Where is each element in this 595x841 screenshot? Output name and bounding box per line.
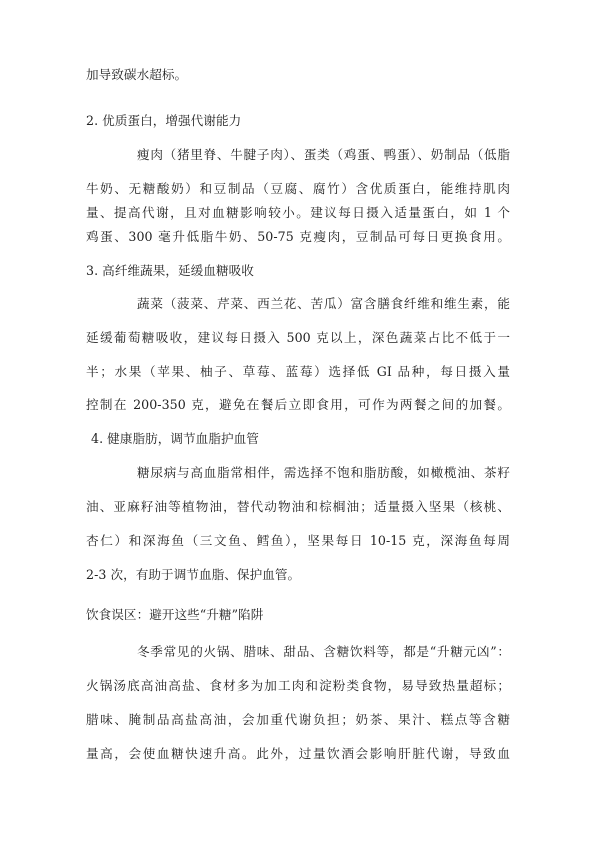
section-title: 饮食误区：避开这些“升糖”陷阱 xyxy=(86,607,264,622)
paragraph-4-line-4: 2-3 次，有助于调节血脂、保护血管。 xyxy=(86,567,301,582)
paragraph-4-line-1: 糖尿病与高血脂常相伴，需选择不饱和脂肪酸，如橄榄油、茶籽 xyxy=(137,465,510,480)
paragraph-5-line-1: 冬季常见的火锅、腊味、甜品、含糖饮料等，都是“升糖元凶”： xyxy=(137,644,510,659)
paragraph-5-line-4: 量高，会使血糖快速升高。此外，过量饮酒会影响肝脏代谢，导致血 xyxy=(86,746,510,761)
paragraph-2-line-2: 牛奶、无糖酸奶）和豆制品（豆腐、腐竹）含优质蛋白，能维持肌肉 xyxy=(86,181,510,196)
paragraph-2-line-4: 鸡蛋、300 毫升低脂牛奶、50-75 克瘦肉，豆制品可每日更换食用。 xyxy=(86,229,510,244)
paragraph-4-line-3: 杏仁）和深海鱼（三文鱼、鳕鱼），坚果每日 10-15 克，深海鱼每周 xyxy=(86,533,510,548)
paragraph-5-line-2: 火锅汤底高油高盐、食材多为加工肉和淀粉类食物，易导致热量超标； xyxy=(86,678,510,693)
text-line-1: 加导致碳水超标。 xyxy=(86,67,188,82)
paragraph-3-line-4: 控制在 200-350 克，避免在餐后立即食用，可作为两餐之间的加餐。 xyxy=(86,397,510,412)
heading-4: 4. 健康脂肪，调节血脂护血管 xyxy=(91,431,259,446)
heading-3: 3. 高纤维蔬果，延缓血糖吸收 xyxy=(86,263,254,278)
paragraph-3-line-3: 半；水果（苹果、柚子、草莓、蓝莓）选择低 GI 品种，每日摄入量 xyxy=(86,364,510,379)
paragraph-5-line-3: 腊味、腌制品高盐高油，会加重代谢负担；奶茶、果汁、糕点等含糖 xyxy=(86,712,510,727)
heading-2: 2. 优质蛋白，增强代谢能力 xyxy=(86,113,242,128)
paragraph-3-line-2: 延缓葡萄糖吸收，建议每日摄入 500 克以上，深色蔬菜占比不低于一 xyxy=(86,330,510,345)
paragraph-2-line-1: 瘦肉（猪里脊、牛腱子肉）、蛋类（鸡蛋、鸭蛋）、奶制品（低脂 xyxy=(137,147,510,162)
paragraph-2-line-3: 量、提高代谢，且对血糖影响较小。建议每日摄入适量蛋白，如 1 个 xyxy=(86,205,510,220)
paragraph-3-line-1: 蔬菜（菠菜、芹菜、西兰花、苦瓜）富含膳食纤维和维生素，能 xyxy=(137,296,510,311)
paragraph-4-line-2: 油、亚麻籽油等植物油，替代动物油和棕榈油；适量摄入坚果（核桃、 xyxy=(86,499,510,514)
